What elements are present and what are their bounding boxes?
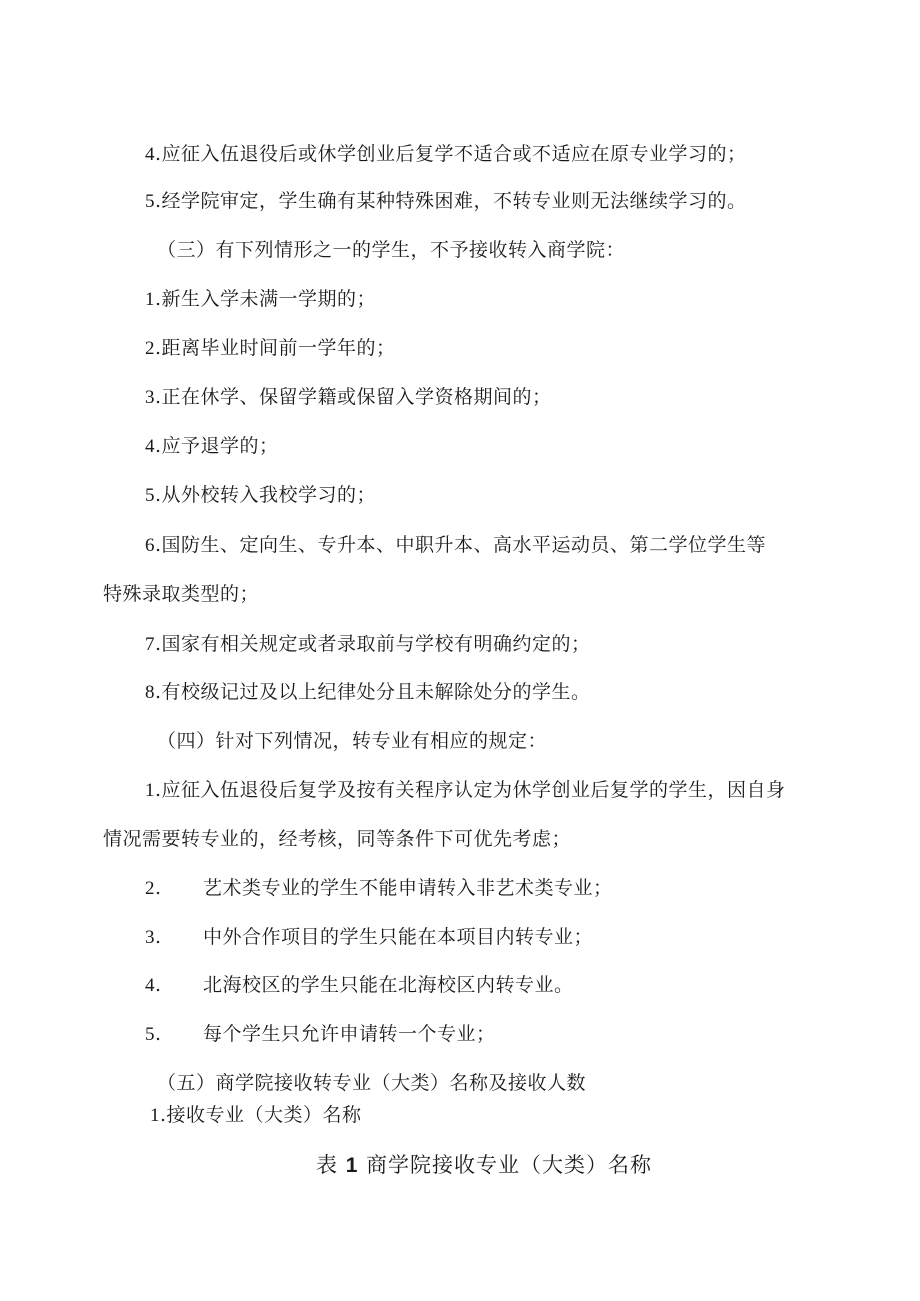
item-text: 有校级记过及以上纪律处分且未解除处分的学生。 xyxy=(161,681,591,703)
list-item xyxy=(145,188,747,215)
table-title-text: 商学院接收专业（大类）名称 xyxy=(366,1153,653,1177)
item-text: 国防生、定向生、专升本、中职升本、高水平运动员、第二学位学生等 xyxy=(161,534,767,556)
list-item xyxy=(145,777,786,804)
item-number: 1 xyxy=(150,1105,160,1126)
item-text: 经学院审定，学生确有某种特殊困难，不转专业则无法继续学习的。 xyxy=(161,190,747,212)
list-item xyxy=(150,1102,362,1129)
item-number: 6 xyxy=(145,535,155,556)
item-text: 北海校区的学生只能在北海校区内转专业。 xyxy=(203,974,574,996)
item-text: 应征入伍退役后复学及按有关程序认定为休学创业后复学的学生，因自身 xyxy=(161,779,786,801)
list-item xyxy=(145,384,552,411)
item-number: 4 xyxy=(145,436,155,457)
item-separator: . xyxy=(155,974,162,996)
item-number: 2 xyxy=(145,878,155,899)
list-item xyxy=(145,1021,496,1048)
list-item xyxy=(145,482,376,509)
section-heading: （五）商学院接收转专业（大类）名称及接收人数 xyxy=(157,1072,587,1094)
item-separator: . xyxy=(155,877,162,899)
item-text: 应予退学的； xyxy=(161,435,279,457)
table-title-prefix: 表 xyxy=(316,1153,338,1177)
item-text: 应征入伍退役后或休学创业后复学不适合或不适应在原专业学习的； xyxy=(161,143,747,165)
item-separator: . xyxy=(155,190,162,212)
item-text: 每个学生只允许申请转一个专业； xyxy=(203,1023,496,1045)
item-separator: . xyxy=(155,633,162,655)
section-heading: （三）有下列情形之一的学生，不予接收转入商学院： xyxy=(157,239,626,261)
item-number: 4 xyxy=(145,975,155,996)
item-separator: . xyxy=(155,337,162,359)
item-text: 中外合作项目的学生只能在本项目内转专业； xyxy=(203,926,594,948)
item-number: 8 xyxy=(145,682,155,703)
list-item-continuation: 特殊录取类型的； xyxy=(103,583,260,605)
list-item xyxy=(145,286,376,313)
table-title xyxy=(316,1152,652,1179)
list-item xyxy=(145,972,574,999)
item-number: 3 xyxy=(145,387,155,408)
list-item xyxy=(145,924,593,951)
item-number: 5 xyxy=(145,485,155,506)
item-text: 正在休学、保留学籍或保留入学资格期间的； xyxy=(161,386,552,408)
table-title-number: 1 xyxy=(345,1154,359,1177)
list-item xyxy=(145,335,396,362)
item-text: 新生入学未满一学期的； xyxy=(161,288,377,310)
item-text: 从外校转入我校学习的； xyxy=(161,484,377,506)
item-number: 2 xyxy=(145,338,155,359)
list-item xyxy=(145,141,747,168)
list-item xyxy=(145,875,613,902)
item-separator: . xyxy=(155,681,162,703)
section-heading: （四）针对下列情况，转专业有相应的规定： xyxy=(157,730,548,752)
item-separator: . xyxy=(155,1023,162,1045)
item-number: 4 xyxy=(145,144,155,165)
item-text: 接收专业（大类）名称 xyxy=(166,1104,362,1126)
item-number: 1 xyxy=(145,780,155,801)
item-number: 3 xyxy=(145,927,155,948)
list-item xyxy=(145,433,279,460)
item-number: 5 xyxy=(145,191,155,212)
item-separator: . xyxy=(155,779,162,801)
item-text: 距离毕业时间前一学年的； xyxy=(161,337,396,359)
item-separator: . xyxy=(155,386,162,408)
item-number: 5 xyxy=(145,1024,155,1045)
item-separator: . xyxy=(155,926,162,948)
item-separator: . xyxy=(160,1104,167,1126)
item-text: 艺术类专业的学生不能申请转入非艺术类专业； xyxy=(203,877,613,899)
list-item-continuation: 情况需要转专业的，经考核，同等条件下可优先考虑； xyxy=(103,828,572,850)
item-text: 国家有相关规定或者录取前与学校有明确约定的； xyxy=(161,633,591,655)
item-number: 1 xyxy=(145,289,155,310)
list-item xyxy=(145,679,591,706)
item-separator: . xyxy=(155,288,162,310)
item-number: 7 xyxy=(145,634,155,655)
item-separator: . xyxy=(155,534,162,556)
item-separator: . xyxy=(155,484,162,506)
item-separator: . xyxy=(155,435,162,457)
item-separator: . xyxy=(155,143,162,165)
list-item xyxy=(145,631,591,658)
list-item xyxy=(145,532,766,559)
